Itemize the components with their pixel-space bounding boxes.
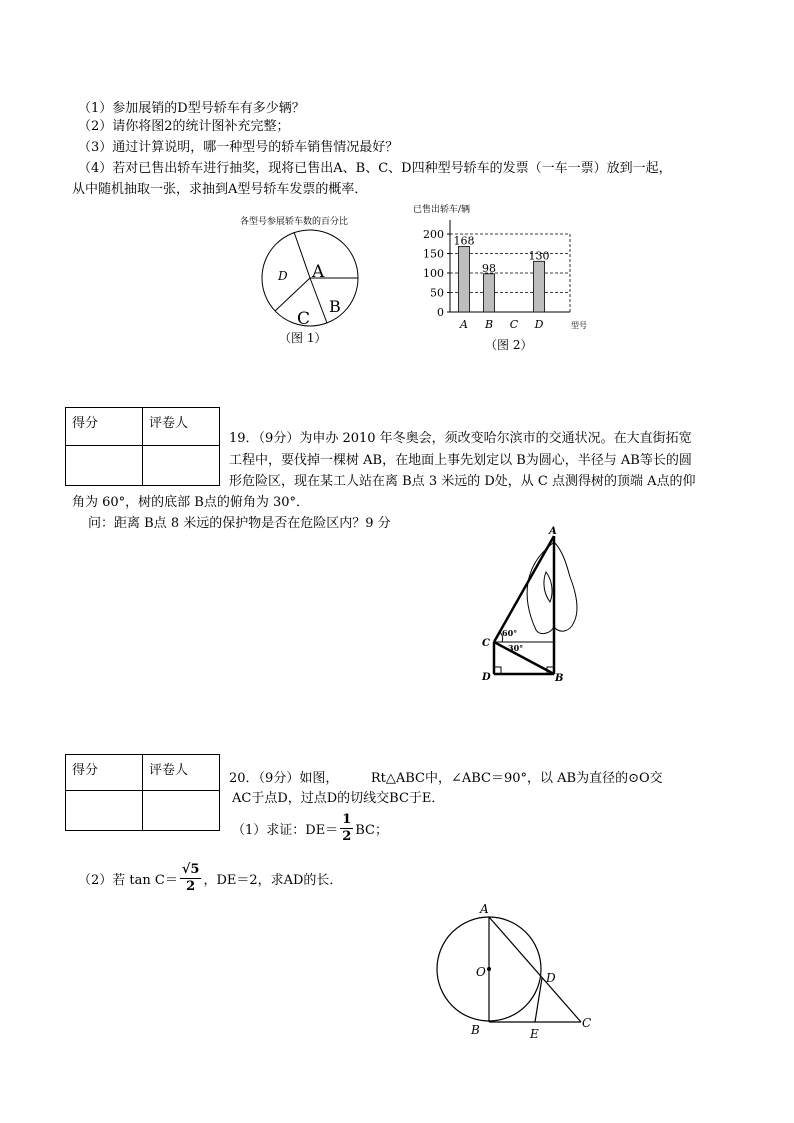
grader-cell[interactable] <box>143 446 220 486</box>
label-a: A <box>549 526 557 537</box>
pie-title: 各型号参展轿车数的百分比 <box>240 217 349 227</box>
pie-label-a: A <box>312 262 325 282</box>
label-60: 60° <box>502 628 518 638</box>
pie-divider-2 <box>294 232 310 278</box>
label-a: A <box>480 902 489 916</box>
score-header: 得分 <box>66 408 143 446</box>
line-cb <box>494 642 554 674</box>
tree-figure <box>470 522 590 687</box>
bar-A <box>459 246 470 312</box>
pie-label-d: D <box>278 269 288 283</box>
q19-line-2: 工程中，要伐掉一棵树 AB，在地面上事先划定以 B为圆心，半径与 AB等长的圆 <box>229 453 692 468</box>
circle-figure <box>425 898 605 1043</box>
x-axis-label: 型号 <box>571 321 587 330</box>
pie-label-b: B <box>329 297 341 316</box>
bar-chart <box>405 200 605 350</box>
label-o: O <box>476 965 486 979</box>
label-d: D <box>482 672 491 683</box>
grader-header: 评卷人 <box>143 755 220 791</box>
pie-divider-3 <box>310 278 327 323</box>
fraction-sqrt5-num: √5 <box>181 862 200 877</box>
fraction-sqrt5-den: 2 <box>186 879 196 894</box>
y-tick-label-150: 150 <box>423 247 444 261</box>
score-header: 得分 <box>66 755 143 791</box>
label-c: C <box>482 638 490 649</box>
x-tick-label-B: B <box>484 318 494 331</box>
q20-line-2: AC于点D，过点D的切线交BC于E． <box>232 791 445 806</box>
q19-line-3: 形危险区，现在某工人站在离 B点 3 米远的 D处，从 C 点测得树的顶端 A点的仰 <box>229 474 696 489</box>
pie-label-c: C <box>297 309 311 329</box>
label-e: E <box>530 1027 539 1041</box>
label-c: C <box>582 1016 592 1030</box>
fig1-caption: （图 1） <box>279 331 327 345</box>
q18-line-2: （2）请你将图2的统计图补充完整； <box>78 119 290 134</box>
pie-chart-figure <box>230 208 390 348</box>
score-cell[interactable] <box>66 791 143 831</box>
q19-line-1: 19．（9分）为申办 2010 年冬奥会，须改变哈尔滨市的交通状况。在大直街拓宽 <box>229 431 692 446</box>
bar-value-label-B: 98 <box>482 261 496 275</box>
q20-part1-suffix: BC； <box>355 823 388 838</box>
y-tick-label-0: 0 <box>437 306 444 319</box>
label-b: B <box>471 1023 480 1037</box>
grader-cell[interactable] <box>143 791 220 831</box>
fig2-caption: （图 2） <box>485 338 533 352</box>
bar-B <box>484 274 495 312</box>
bar-D <box>534 261 545 312</box>
q18-line-3: （3）通过计算说明，哪一种型号的轿车销售情况最好？ <box>78 140 399 155</box>
fraction-half <box>340 812 353 845</box>
q20-line-1: 20．（9分）如图， Rt△ABC中，∠ABC＝90°，以 AB为直径的⊙O交 <box>229 771 663 786</box>
q20-part1-prefix: （1）求证：DE＝ <box>232 823 339 838</box>
label-d: D <box>546 971 556 985</box>
fraction-half-den: 2 <box>342 829 352 844</box>
fraction-sqrt5 <box>180 862 202 895</box>
label-b: B <box>555 673 564 684</box>
q19-line-4: 角为 60°，树的底部 B点的俯角为 30°． <box>72 495 310 510</box>
fraction-half-num: 1 <box>342 812 352 827</box>
q20-part2 <box>78 862 342 895</box>
q20-part2-prefix: （2）若 tan C＝ <box>78 873 178 888</box>
line-ac <box>489 917 581 1022</box>
x-tick-label-D: D <box>534 318 544 331</box>
q20-part1 <box>232 812 388 845</box>
q18-line-1: （1）参加展销的D型号轿车有多少辆？ <box>78 101 305 116</box>
q19-question: 问：距离 B点 8 米远的保护物是否在危险区内？9 分 <box>88 516 391 531</box>
line-ca <box>494 536 554 642</box>
bar-value-label-A: 168 <box>453 234 475 248</box>
x-tick-label-C: C <box>509 318 519 331</box>
y-tick-label-100: 100 <box>423 267 444 280</box>
q20-part2-suffix: ，DE＝2，求AD的长． <box>203 873 343 888</box>
bar-value-label-D: 130 <box>528 249 550 263</box>
tree-foliage <box>527 542 577 634</box>
q18-line-5: 从中随机抽取一张，求抽到A型号轿车发票的概率． <box>72 182 368 197</box>
bar-chart-title: 已售出轿车/辆 <box>413 205 471 215</box>
score-cell[interactable] <box>66 446 143 486</box>
score-table-20 <box>65 754 220 831</box>
y-tick-label-200: 200 <box>423 228 444 241</box>
y-tick-label-50: 50 <box>430 286 444 300</box>
q18-line-4: （4）若对已售出轿车进行抽奖，现将已售出A、B、C、D四种型号轿车的发票（一车一票）放到一起， <box>78 161 672 176</box>
score-table-19 <box>65 407 220 486</box>
grader-header: 评卷人 <box>143 408 220 446</box>
x-tick-label-A: A <box>460 318 468 331</box>
label-30: 30° <box>508 643 524 653</box>
center-dot <box>487 967 491 971</box>
